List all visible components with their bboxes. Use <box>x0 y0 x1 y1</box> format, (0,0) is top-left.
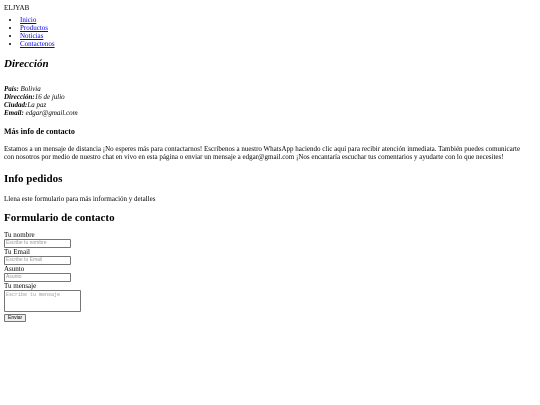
email-label: Tu Email <box>4 248 30 256</box>
nav-link-productos[interactable]: Productos <box>20 24 48 32</box>
nav-item-inicio <box>20 16 536 24</box>
more-info-text: Estamos a un mensaje de distancia ¡No esperes más para contactarnos! Escríbenos a nuestro WhatsApp haciendo clic aquí para recibir atención inmediata. También puedes comunicarte con nosotros por medio de nuestro chat en vivo en esta página o enviar un mensaje a edgar@gmail.com ¡Nos encantaría escuchar tus comentarios y ayudarte con lo que necesites! <box>4 145 521 161</box>
info-direccion-value: 16 de julio <box>34 93 65 101</box>
info-ciudad-value: La paz <box>27 101 47 109</box>
info-email-label: Email: <box>4 109 24 117</box>
submit-button[interactable]: Enviar <box>4 314 26 322</box>
info-pedidos-title: Info pedidos <box>4 173 63 185</box>
info-email-value: edgar@gmail.com <box>25 109 78 117</box>
info-pedidos-text: Llena este formulario para más información y detalles <box>4 195 156 203</box>
more-info-title: Más info de contacto <box>4 127 75 136</box>
info-pais <box>4 85 536 93</box>
contact-form <box>4 231 536 322</box>
info-ciudad <box>4 101 536 109</box>
info-pais-value: Bolivia <box>20 85 41 93</box>
nav-item-noticias <box>20 32 536 40</box>
direccion-list <box>4 85 536 117</box>
info-email <box>4 109 536 117</box>
nav-item-contactenos <box>20 40 536 48</box>
info-pais-label: País: <box>4 85 19 93</box>
nav-link-noticias[interactable]: Noticias <box>20 32 44 40</box>
message-label: Tu mensaje <box>4 282 37 290</box>
subject-input[interactable] <box>4 273 71 282</box>
site-brand: ELJYAB <box>4 4 30 12</box>
info-ciudad-label: Ciudad: <box>4 101 28 109</box>
name-label: Tu nombre <box>4 231 35 239</box>
name-input[interactable] <box>4 239 71 248</box>
info-direccion-label: Dirección: <box>4 93 35 101</box>
nav-item-productos <box>20 24 536 32</box>
email-input[interactable] <box>4 256 71 265</box>
form-title: Formulario de contacto <box>4 212 115 224</box>
message-textarea[interactable] <box>4 290 81 312</box>
subject-label: Asunto <box>4 265 25 273</box>
nav-link-inicio[interactable]: Inicio <box>20 16 37 24</box>
info-direccion <box>4 93 536 101</box>
nav-link-contactenos[interactable]: Contactenos <box>20 40 55 48</box>
direccion-title: Dirección <box>4 58 49 70</box>
main-nav <box>4 16 536 48</box>
